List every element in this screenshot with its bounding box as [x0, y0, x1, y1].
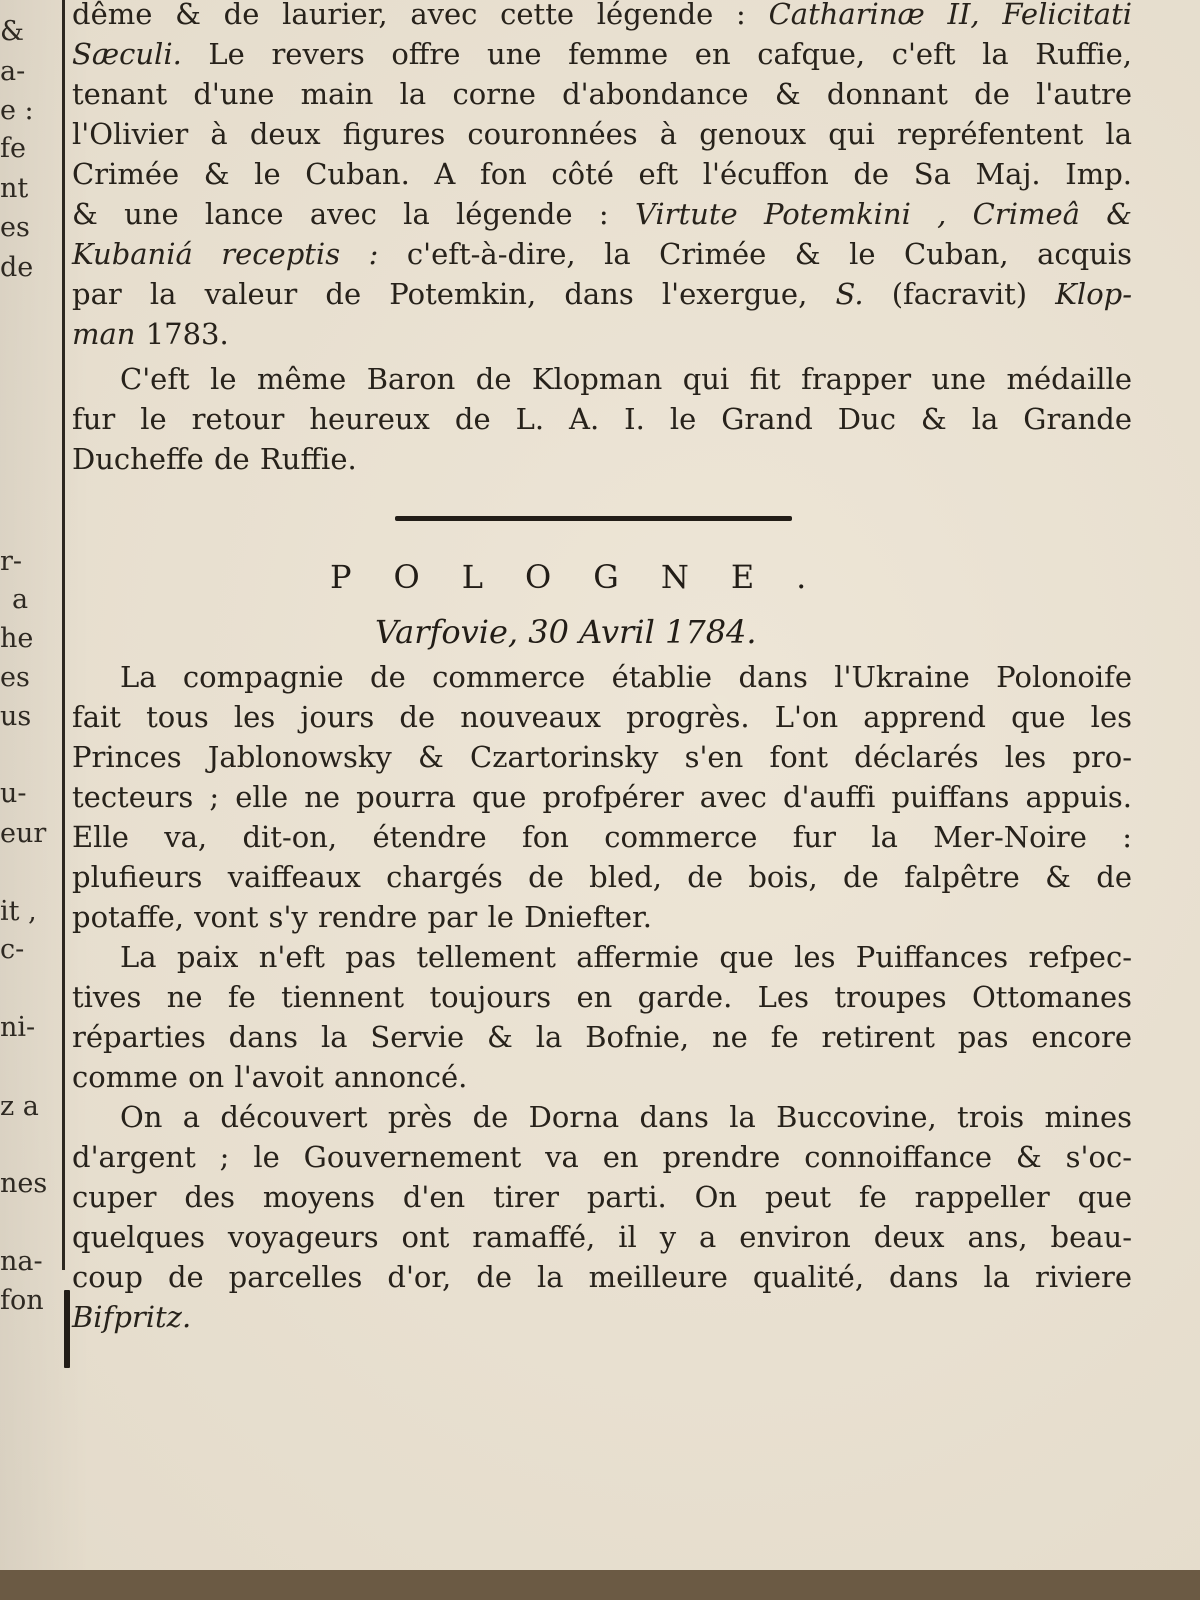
left-fragment: e : — [0, 97, 34, 124]
text-line: cuper des moyens d'en tirer parti. On peut fe rappeller que — [72, 1180, 1132, 1214]
text-line: coup de parcelles d'or, de la meilleure qualité, dans la riviere — [72, 1260, 1132, 1294]
text-line: d'argent ; le Gouvernement va en prendre connoiffance & s'oc- — [72, 1140, 1132, 1174]
text-line: Crimée & le Cuban. A fon côté eft l'écuffon de Sa Maj. Imp. — [72, 157, 1132, 191]
text-line: La paix n'eft pas tellement affermie que les Puiffances refpec- — [120, 940, 1132, 974]
left-fragment: fon — [0, 1287, 44, 1314]
text-line: réparties dans la Servie & la Bofnie, ne fe retirent pas encore — [72, 1020, 1132, 1054]
left-fragment: r- — [0, 548, 23, 575]
text-line: tenant d'une main la corne d'abondance & donnant de l'autre — [72, 77, 1132, 111]
text-line: quelques voyageurs ont ramaffé, il y a environ deux ans, beau- — [72, 1220, 1132, 1254]
text-line: C'eft le même Baron de Klopman qui fit frapper une médaille — [120, 362, 1132, 396]
left-fragment: he — [0, 625, 34, 652]
text-line: & une lance avec la légende : Virtute Potemkini , Crimeâ & — [72, 197, 1133, 231]
text-line: Princes Jablonowsky & Czartorinsky s'en font déclarés les pro- — [72, 740, 1132, 774]
left-fragment: a- — [0, 58, 26, 85]
left-fragment: a — [12, 586, 29, 613]
text-line: dême & de laurier, avec cette légende : Catharinæ II, Felicitati — [72, 0, 1133, 31]
left-fragment: ni- — [0, 1014, 36, 1041]
left-fragment: nes — [0, 1170, 48, 1197]
section-title: POLOGNE. — [330, 558, 849, 596]
text-line: Bifpritz. — [72, 1300, 192, 1334]
text-line: Ducheffe de Ruffie. — [72, 442, 357, 476]
section-rule — [395, 516, 792, 521]
left-fragment: na- — [0, 1248, 43, 1275]
left-fragment: fe — [0, 135, 26, 162]
text-line: plufieurs vaiffeaux chargés de bled, de bois, de falpêtre & de — [72, 860, 1132, 894]
left-fragment: z a — [0, 1093, 39, 1120]
text-line: Kubaniá receptis : c'eft-à-dire, la Crimée & le Cuban, acquis — [72, 237, 1133, 271]
text-line: Sæculi. Le revers offre une femme en cafque, c'eft la Ruffie, — [72, 37, 1133, 71]
left-fragment: de — [0, 254, 34, 281]
text-line: tecteurs ; elle ne pourra que profpérer avec d'auffi puiffans appuis. — [72, 780, 1132, 814]
left-fragment: nt — [0, 175, 29, 202]
text-line: comme on l'avoit annoncé. — [72, 1060, 468, 1094]
left-fragment: es — [0, 664, 30, 691]
text-line: fur le retour heureux de L. A. I. le Grand Duc & la Grande — [72, 402, 1132, 436]
left-fragment: u- — [0, 780, 27, 807]
column-divider — [62, 0, 65, 1270]
text-line: par la valeur de Potemkin, dans l'exergue, S. (facravit) Klop- — [72, 277, 1133, 311]
text-line: l'Olivier à deux figures couronnées à genoux qui repréfentent la — [72, 117, 1132, 151]
left-fragment: c- — [0, 936, 25, 963]
left-fragment: & — [0, 18, 25, 45]
page-edge-shadow — [0, 1570, 1200, 1600]
left-fragment: eur — [0, 820, 47, 847]
text-line: La compagnie de commerce établie dans l'Ukraine Polonoife — [120, 660, 1132, 694]
column-divider-mark — [64, 1290, 70, 1368]
text-line: tives ne fe tiennent toujours en garde. Les troupes Ottomanes — [72, 980, 1132, 1014]
text-line: potaffe, vont s'y rendre par le Dniefter. — [72, 900, 652, 934]
text-line: Elle va, dit-on, étendre fon commerce fur la Mer-Noire : — [72, 820, 1132, 854]
text-line: man 1783. — [72, 317, 229, 351]
text-line: On a découvert près de Dorna dans la Buccovine, trois mines — [120, 1100, 1132, 1134]
left-fragment: it , — [0, 898, 37, 925]
left-fragment: es — [0, 214, 30, 241]
text-line: fait tous les jours de nouveaux progrès. L'on apprend que les — [72, 700, 1132, 734]
left-fragment: us — [0, 703, 32, 730]
dateline: Varfovie, 30 Avril 1784. — [375, 613, 757, 651]
